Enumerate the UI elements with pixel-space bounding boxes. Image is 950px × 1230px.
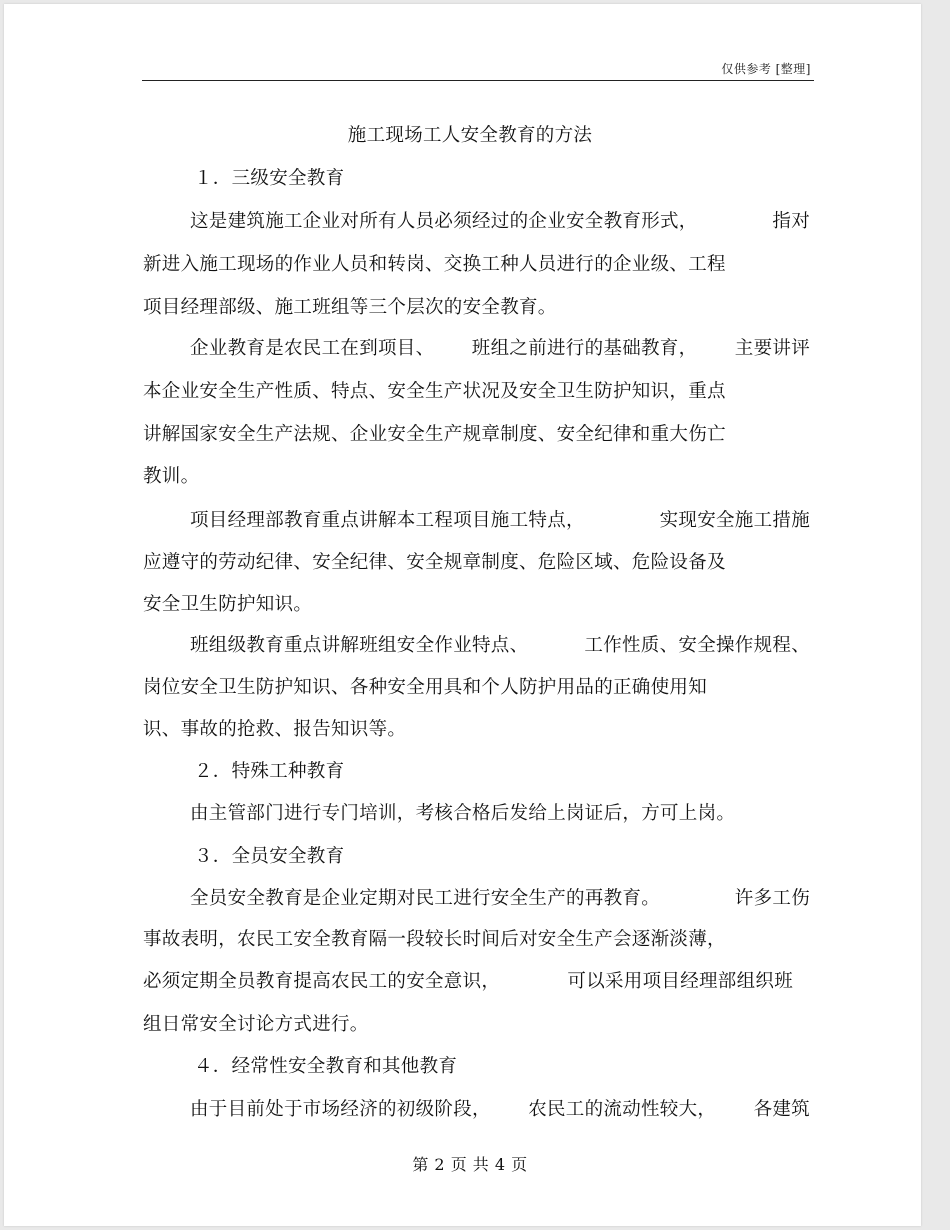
text-segment: 班组级教育重点讲解班组安全作业特点、 [190,635,529,656]
header-note: 仅供参考 [整理] [721,62,811,76]
text-segment: 班组之前进行的基础教育， [471,338,698,359]
text-segment: 全员安全教育是企业定期对民工进行安全生产的再教育。 [190,888,661,909]
paragraph-line: 组日常安全讨论方式进行。 [143,1014,369,1035]
text-segment: 指对 [772,211,810,232]
page-footer: 第 2 页 共 4 页 [412,1155,528,1174]
paragraph-line: 教训。 [143,466,200,487]
text-segment: 工作性质、安全操作规程、 [584,635,810,656]
page-title: 施工现场工人安全教育的方法 [347,125,593,146]
section-heading-4: ４．经常性安全教育和其他教育 [194,1056,458,1077]
paragraph-line [143,967,793,993]
header-rule [142,80,814,81]
text-segment: 许多工伤 [734,888,810,909]
paragraph-line: 由主管部门进行专门培训，考核合格后发给上岗证后，方可上岗。 [190,803,736,824]
paragraph-line [190,631,810,657]
paragraph-line: 应遵守的劳动纪律、安全纪律、安全规章制度、危险区域、危险设备及 [143,552,726,573]
document-page [4,4,921,1226]
text-segment: 由于目前处于市场经济的初级阶段， [190,1099,491,1120]
paragraph-line: 岗位安全卫生防护知识、各种安全用具和个人防护用品的正确使用知 [143,677,708,698]
text-segment: 农民工的流动性较大， [528,1099,717,1120]
paragraph-line: 安全卫生防护知识。 [143,594,313,615]
paragraph-line [190,884,810,910]
text-segment: 企业教育是农民工在到项目、 [190,338,435,359]
paragraph-line: 讲解国家安全生产法规、企业安全生产规章制度、安全纪律和重大伤亡 [143,424,726,445]
text-segment: 主要讲评 [734,338,810,359]
paragraph-line [190,1095,810,1121]
text-segment: 必须定期全员教育提高农民工的安全意识， [143,971,501,992]
text-segment: 实现安全施工措施 [659,510,810,531]
paragraph-line: 本企业安全生产性质、特点、安全生产状况及安全卫生防护知识，重点 [143,381,726,402]
text-segment: 这是建筑施工企业对所有人员必须经过的企业安全教育形式， [190,211,698,232]
paragraph-line: 识、事故的抢救、报告知识等。 [143,719,407,740]
paragraph-line [190,334,810,360]
paragraph-line [190,506,810,532]
text-segment: 各建筑 [753,1099,810,1120]
paragraph-line: 项目经理部级、施工班组等三个层次的安全教育。 [143,297,557,318]
text-segment: 可以采用项目经理部组织班 [567,971,793,992]
paragraph-line: 事故表明，农民工安全教育隔一段较长时间后对安全生产会逐渐淡薄， [143,929,726,950]
text-segment: 项目经理部教育重点讲解本工程项目施工特点， [190,510,585,531]
section-heading-3: ３．全员安全教育 [194,846,345,867]
section-heading-2: ２．特殊工种教育 [194,761,345,782]
paragraph-line [190,207,810,233]
section-heading-1: １．三级安全教育 [194,168,345,189]
paragraph-line: 新进入施工现场的作业人员和转岗、交换工种人员进行的企业级、工程 [143,254,726,275]
